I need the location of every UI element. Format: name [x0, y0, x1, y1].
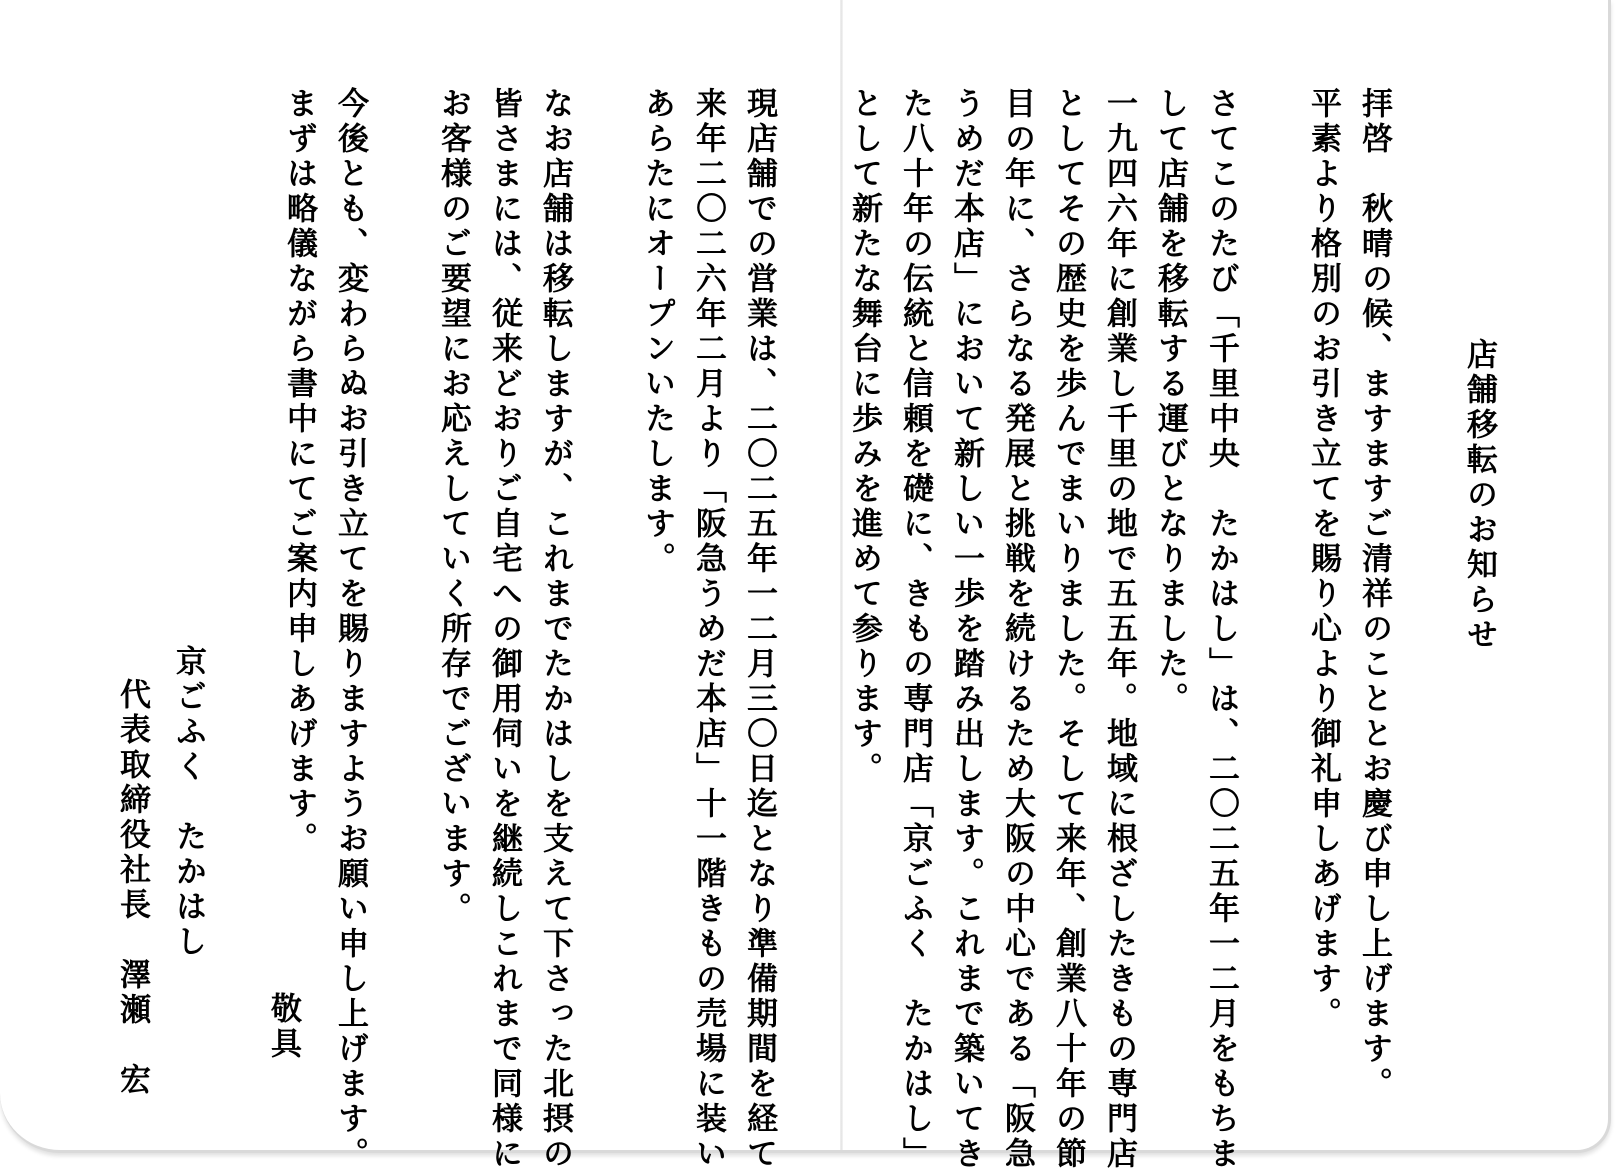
letter-line: 来年二〇二六年二月より「阪急うめだ本店」十一階きもの売場に装い: [690, 87, 726, 1172]
letter-line: 現店舗での営業は、二〇二五年一二月三〇日迄となり準備期間を経て: [741, 87, 777, 1172]
letter-line: た八十年の伝統と信頼を礎に、きもの専門店「京ごふく たかはし」: [897, 87, 933, 1172]
letter-line: なお店舗は移転しますが、これまでたかはしを支えて下さった北摂の: [537, 87, 573, 1172]
letter-line: 今後とも、変わらぬお引き立てを賜りますようお願い申し上げます。: [332, 87, 368, 1172]
center-fold-line: [840, 0, 843, 1150]
letter-line: さてこのたび「千里中央 たかはし」は、二〇二五年一二月をもちま: [1203, 87, 1239, 1172]
letter-line: あらたにオープンいたします。: [639, 87, 675, 577]
letter-line: うめだ本店」において新しい一歩を踏み出します。これまで築いてき: [948, 87, 984, 1172]
closing-keigu: 敬具: [265, 992, 301, 1062]
letter-line: 平素より格別のお引き立てを賜り心より御礼申しあげます。: [1305, 87, 1341, 1032]
letter-line: 皆さまには、従来どおりご自宅への御用伺いを継続しこれまで同様に: [486, 87, 522, 1172]
company-name: 京ごふく たかはし: [170, 645, 206, 960]
letter-line: して店舗を移転する運びとなりました。: [1152, 87, 1188, 717]
signatory: 代表取締役社長 澤瀬 宏: [114, 678, 150, 1098]
letter-line: として新たな舞台に歩みを進めて参ります。: [846, 87, 882, 787]
letter-line: 目の年に、さらなる発展と挑戦を続けるため大阪の中心である「阪急: [999, 87, 1035, 1172]
letter-line: としてその歴史を歩んでまいりました。そして来年、創業八十年の節: [1050, 87, 1086, 1172]
letter-line: まずは略儀ながら書中にてご案内申しあげます。: [281, 87, 317, 857]
letter-line: 一九四六年に創業し千里の地で五五年。地域に根ざしたきもの専門店: [1101, 87, 1137, 1172]
letter-line: お客様のご要望にお応えしていく所存でございます。: [435, 87, 471, 927]
letter-line: 拝啓 秋晴の候、ますますご清祥のこととお慶び申し上げます。: [1356, 87, 1392, 1102]
letter-title: 店舗移転のお知らせ: [1461, 338, 1497, 653]
